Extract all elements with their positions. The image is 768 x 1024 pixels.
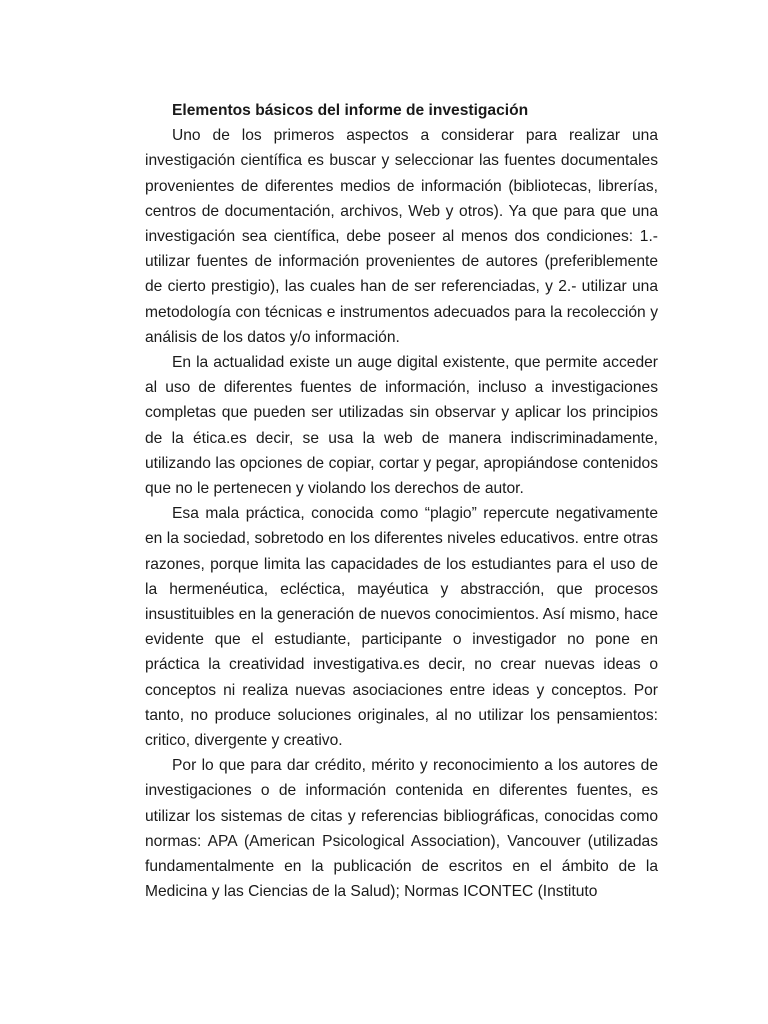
paragraph-4: Por lo que para dar crédito, mérito y reconocimiento a los autores de investigaciones o de información contenida en diferentes fuentes, es utilizar los sistemas de citas y referencias bibliográficas, conocidas como normas: APA (American Psicological Association), Vancouver (utilizadas fundamentalmente en la publicación de escritos en el ámbito de la Medicina y las Ciencias de la Salud); Normas ICONTEC (Instituto bbox=[145, 757, 658, 901]
paragraph-1: Uno de los primeros aspectos a considerar para realizar una investigación científica es buscar y seleccionar las fuentes documentales provenientes de diferentes medios de información (bibliotecas, librerías, centros de documentación, archivos, Web y otros). Ya que para que una investigación sea científica, debe poseer al menos dos condiciones: 1.- utilizar fuentes de información provenientes de autores (preferiblemente de cierto prestigio), las cuales han de ser referenciadas, y 2.- utilizar una metodología con técnicas e instrumentos adecuados para la recolección y análisis de los datos y/o información. bbox=[145, 127, 658, 346]
paragraph-3: Esa mala práctica, conocida como “plagio” repercute negativamente en la sociedad, sobretodo en los diferentes niveles educativos. entre otras razones, porque limita las capacidades de los estudiantes para el uso de la hermenéutica, ecléctica, mayéutica y abstracción, que procesos insustituibles en la generación de nuevos conocimientos. Así mismo, hace evidente que el estudiante, participante o investigador no pone en práctica la creatividad investigativa.es decir, no crear nuevas ideas o conceptos ni realiza nuevas asociaciones entre ideas y conceptos. Por tanto, no produce soluciones originales, al no utilizar los pensamientos: critico, divergente y creativo. bbox=[145, 505, 658, 750]
document-body bbox=[145, 98, 658, 905]
paragraph-2: En la actualidad existe un auge digital existente, que permite acceder al uso de diferentes fuentes de información, incluso a investigaciones completas que pueden ser utilizadas sin observar y aplicar los principios de la ética.es decir, se usa la web de manera indiscriminadamente, utilizando las opciones de copiar, cortar y pegar, apropiándose contenidos que no le pertenecen y violando los derechos de autor. bbox=[145, 354, 658, 498]
section-heading: Elementos básicos del informe de investigación bbox=[172, 102, 529, 119]
